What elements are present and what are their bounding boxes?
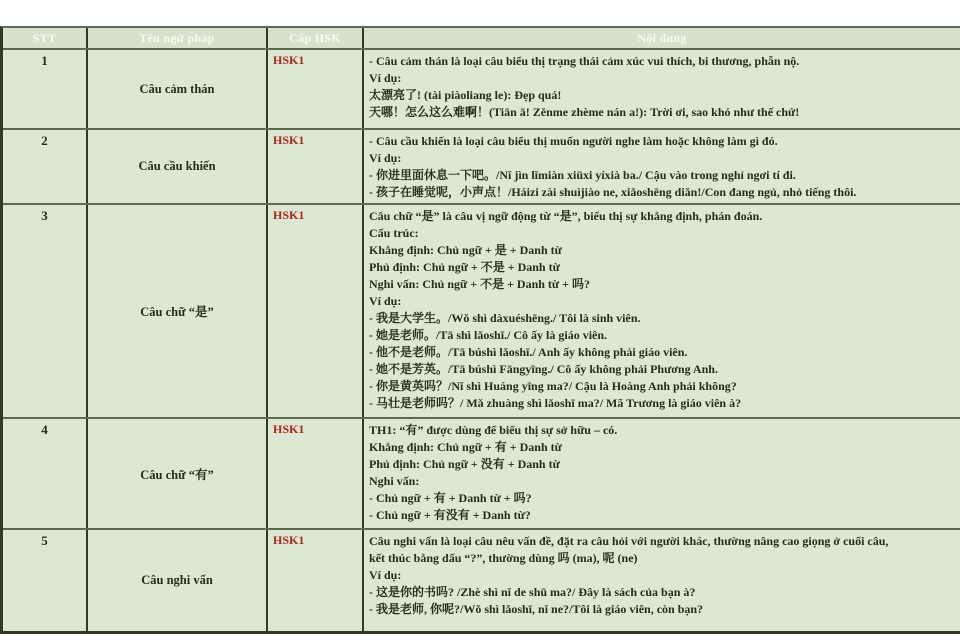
grammar-name: Câu cầu khiến bbox=[88, 130, 268, 203]
header-cell-stt: STT bbox=[3, 28, 88, 48]
content-line: - 他不是老师。/Tā búshì lǎoshī./ Anh ấy không phải giáo viên. bbox=[369, 345, 688, 359]
row-number: 5 bbox=[3, 530, 88, 631]
row-number: 2 bbox=[3, 130, 88, 203]
table-header-row bbox=[3, 28, 960, 50]
content-line: Ví dụ: bbox=[369, 568, 402, 582]
hsk-level-badge: HSK1 bbox=[268, 530, 364, 631]
grammar-name: Câu nghi vấn bbox=[88, 530, 268, 631]
hsk-level-badge: HSK1 bbox=[268, 50, 364, 128]
table-row bbox=[3, 130, 960, 205]
content-line: - Câu cảm thán là loại câu biểu thị trạng thái cảm xúc vui thích, bi thương, phẫn nộ. bbox=[369, 54, 800, 68]
content-line: Câu chữ “是” là câu vị ngữ động từ “是”, biểu thị sự khẳng định, phán đoán. bbox=[369, 209, 763, 223]
content-cell bbox=[364, 205, 960, 417]
grammar-name: Câu chữ “是” bbox=[88, 205, 268, 417]
content-line: Cấu trúc: bbox=[369, 226, 419, 240]
content-cell bbox=[364, 50, 960, 128]
content-line: - 你是黄英吗？/Nǐ shì Huáng yīng ma?/ Cậu là Hoàng Anh phải không? bbox=[369, 379, 737, 393]
content-line: - 我是老师, 你呢?/Wǒ shì lǎoshī, nǐ ne?/Tôi là giáo viên, còn bạn? bbox=[369, 602, 704, 616]
hsk-level-badge: HSK1 bbox=[268, 419, 364, 528]
content-cell bbox=[364, 419, 960, 528]
content-line: - Chủ ngữ + 有没有 + Danh từ? bbox=[369, 508, 531, 522]
grammar-name: Câu chữ “有” bbox=[88, 419, 268, 528]
content-line: - 我是大学生。/Wǒ shì dàxuéshēng./ Tôi là sinh viên. bbox=[369, 311, 641, 325]
content-cell bbox=[364, 530, 960, 631]
table-row bbox=[3, 50, 960, 130]
content-line: TH1: “有” được dùng để biểu thị sự sở hữu – có. bbox=[369, 423, 618, 437]
content-line: - 你进里面休息一下吧。/Nǐ jìn lǐmiàn xiūxi yíxià ba./ Cậu vào trong nghỉ ngơi tí đi. bbox=[369, 168, 796, 182]
content-line: 太漂亮了! (tài piàoliang le): Đẹp quá! bbox=[369, 88, 562, 102]
content-line: - 她不是芳英。/Tā búshì Fāngyīng./ Cô ấy không phải Phương Anh. bbox=[369, 362, 718, 376]
content-line: - 这是你的书吗? /Zhè shì nǐ de shū ma?/ Đây là sách của bạn à? bbox=[369, 585, 696, 599]
content-line: Câu nghi vấn là loại câu nêu vấn đề, đặt ra câu hỏi với người khác, thường nâng cao giọng ở cuối câu, bbox=[369, 534, 889, 548]
table-row bbox=[3, 419, 960, 530]
grammar-table bbox=[0, 26, 960, 634]
hsk-level-badge: HSK1 bbox=[268, 205, 364, 417]
table-row bbox=[3, 530, 960, 631]
row-number: 4 bbox=[3, 419, 88, 528]
content-line: - Câu cầu khiến là loại câu biểu thị muốn người nghe làm hoặc không làm gì đó. bbox=[369, 134, 778, 148]
table-row bbox=[3, 205, 960, 419]
content-cell bbox=[364, 130, 960, 203]
content-line: - 她是老师。/Tā shì lǎoshī./ Cô ấy là giáo viên. bbox=[369, 328, 608, 342]
header-cell-hsk-level: Cấp HSK bbox=[268, 28, 364, 48]
content-line: kết thúc bằng dấu “?”, thường dùng 吗 (ma), 呢 (ne) bbox=[369, 551, 638, 565]
content-line: Nghi vấn: bbox=[369, 474, 420, 488]
header-cell-content: Nội dung bbox=[364, 28, 960, 48]
content-line: - 马壮是老师吗？/ Mǎ zhuàng shì lǎoshī ma?/ Mã Trương là giáo viên à? bbox=[369, 396, 742, 410]
content-line: Phủ định: Chủ ngữ + 没有 + Danh từ bbox=[369, 457, 560, 471]
content-line: - 孩子在睡觉呢，小声点！/Háizi zài shuìjiào ne, xiǎoshēng diǎn!/Con đang ngủ, nhỏ tiếng thôi. bbox=[369, 185, 857, 199]
content-line: Ví dụ: bbox=[369, 151, 402, 165]
hsk-level-badge: HSK1 bbox=[268, 130, 364, 203]
content-line: Ví dụ: bbox=[369, 71, 402, 85]
header-cell-grammar-name: Tên ngữ pháp bbox=[88, 28, 268, 48]
content-line: 天哪！怎么这么难啊！(Tiān ā! Zěnme zhème nán a!): Trời ơi, sao khó như thế chứ! bbox=[369, 105, 800, 119]
content-line: Khẳng định: Chủ ngữ + 是 + Danh từ bbox=[369, 243, 562, 257]
content-line: Phủ định: Chủ ngữ + 不是 + Danh từ bbox=[369, 260, 560, 274]
grammar-name: Câu cảm thán bbox=[88, 50, 268, 128]
content-line: Nghi vấn: Chủ ngữ + 不是 + Danh từ + 吗? bbox=[369, 277, 590, 291]
content-line: - Chủ ngữ + 有 + Danh từ + 吗? bbox=[369, 491, 532, 505]
row-number: 1 bbox=[3, 50, 88, 128]
content-line: Ví dụ: bbox=[369, 294, 402, 308]
row-number: 3 bbox=[3, 205, 88, 417]
content-line: Khẳng định: Chủ ngữ + 有 + Danh từ bbox=[369, 440, 562, 454]
